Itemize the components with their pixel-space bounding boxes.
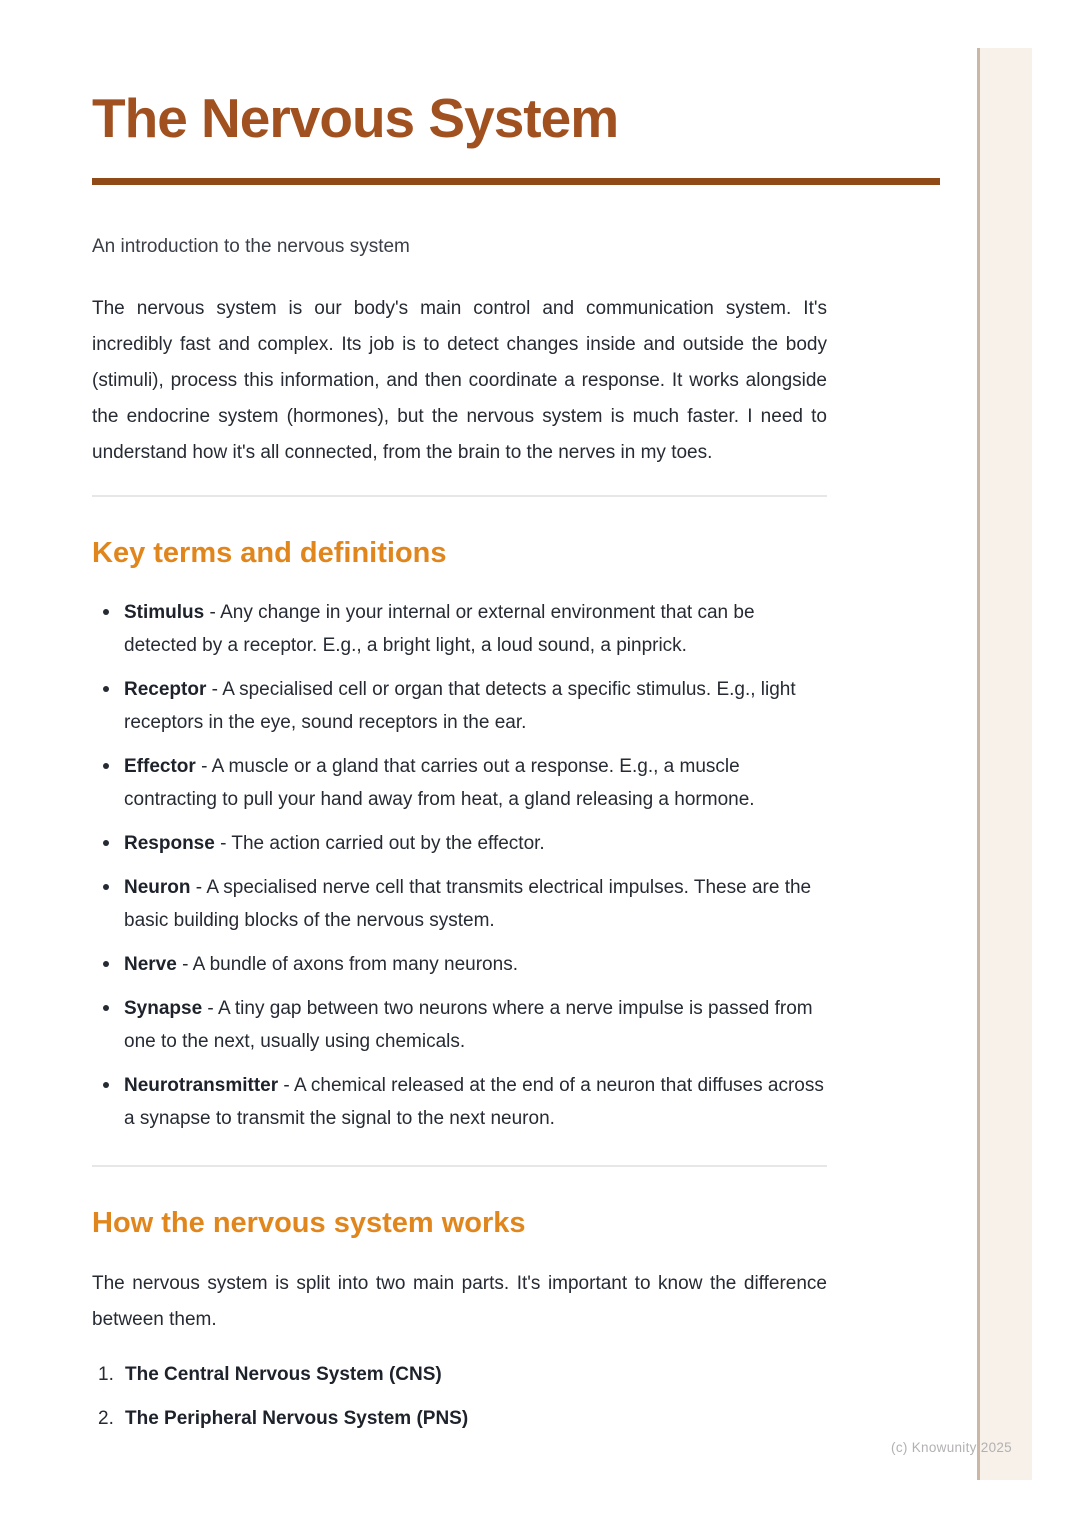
term-name: Neurotransmitter (124, 1075, 279, 1096)
title-underline-rule (92, 178, 940, 185)
page-title: The Nervous System (92, 87, 619, 149)
part-name: The Peripheral Nervous System (PNS) (125, 1408, 469, 1429)
term-definition: A chemical released at the end of a neuron that diffuses across a synapse to transmit the signal to the next neuron. (124, 1075, 824, 1129)
document-subtitle: An introduction to the nervous system (92, 236, 410, 257)
term-separator: - (176, 954, 193, 975)
term-definition: A specialised cell or organ that detects a specific stimulus. E.g., light receptors in the eye, sound receptors in the ear. (124, 679, 796, 733)
list-item-response (92, 827, 827, 860)
part-name: The Central Nervous System (CNS) (125, 1364, 442, 1385)
section-divider (92, 495, 827, 497)
section-paragraph: The nervous system is split into two main parts. It's important to know the difference between them. (92, 1273, 827, 1330)
nervous-system-parts-list (92, 1358, 827, 1435)
list-item-synapse (92, 992, 827, 1058)
list-item-nerve (92, 948, 827, 981)
list-item-stimulus (92, 596, 827, 662)
key-terms-list (92, 596, 827, 1135)
section-divider (92, 1165, 827, 1167)
term-definition: Any change in your internal or external environment that can be detected by a receptor. E.g., a bright light, a loud sound, a pinprick. (124, 602, 755, 656)
term-separator: - (190, 877, 207, 898)
list-item-effector (92, 750, 827, 816)
term-definition: A specialised nerve cell that transmits electrical impulses. These are the basic building blocks of the nervous system. (124, 877, 812, 931)
section-heading-key-terms: Key terms and definitions (92, 537, 447, 569)
list-item-cns (92, 1358, 827, 1391)
term-separator: - (195, 756, 212, 777)
term-separator: - (202, 998, 218, 1019)
term-definition: A muscle or a gland that carries out a response. E.g., a muscle contracting to pull your hand away from heat, a gland releasing a hormone. (124, 756, 755, 810)
term-name: Effector (124, 756, 196, 777)
term-definition: A bundle of axons from many neurons. (192, 954, 518, 975)
term-separator: - (204, 602, 221, 623)
term-name: Receptor (124, 679, 207, 700)
term-definition: The action carried out by the effector. (231, 833, 545, 854)
term-name: Neuron (124, 877, 191, 898)
section-heading-how-it-works: How the nervous system works (92, 1207, 526, 1239)
term-separator: - (214, 833, 232, 854)
list-item-pns (92, 1402, 827, 1435)
intro-paragraph: The nervous system is our body's main control and communication system. It's incredibly fast and complex. Its job is to detect changes inside and outside the body (stimuli), process this information, and then coordinate a response. It works alongside the endocrine system (hormones), but the nervous system is much faster. I need to understand how it's all connected, from the brain to the nerves in my toes. (92, 298, 827, 463)
term-name: Nerve (124, 954, 177, 975)
copyright-watermark: (c) Knowunity 2025 (891, 1440, 1012, 1455)
term-name: Synapse (124, 998, 203, 1019)
term-separator: - (206, 679, 223, 700)
list-item-neurotransmitter (92, 1069, 827, 1135)
list-item-receptor (92, 673, 827, 739)
page-edge-strip (977, 48, 1032, 1480)
term-definition: A tiny gap between two neurons where a nerve impulse is passed from one to the next, usually using chemicals. (124, 998, 813, 1052)
list-item-neuron (92, 871, 827, 937)
term-name: Response (124, 833, 215, 854)
document-content (92, 0, 940, 1446)
term-name: Stimulus (124, 602, 205, 623)
term-separator: - (278, 1075, 294, 1096)
